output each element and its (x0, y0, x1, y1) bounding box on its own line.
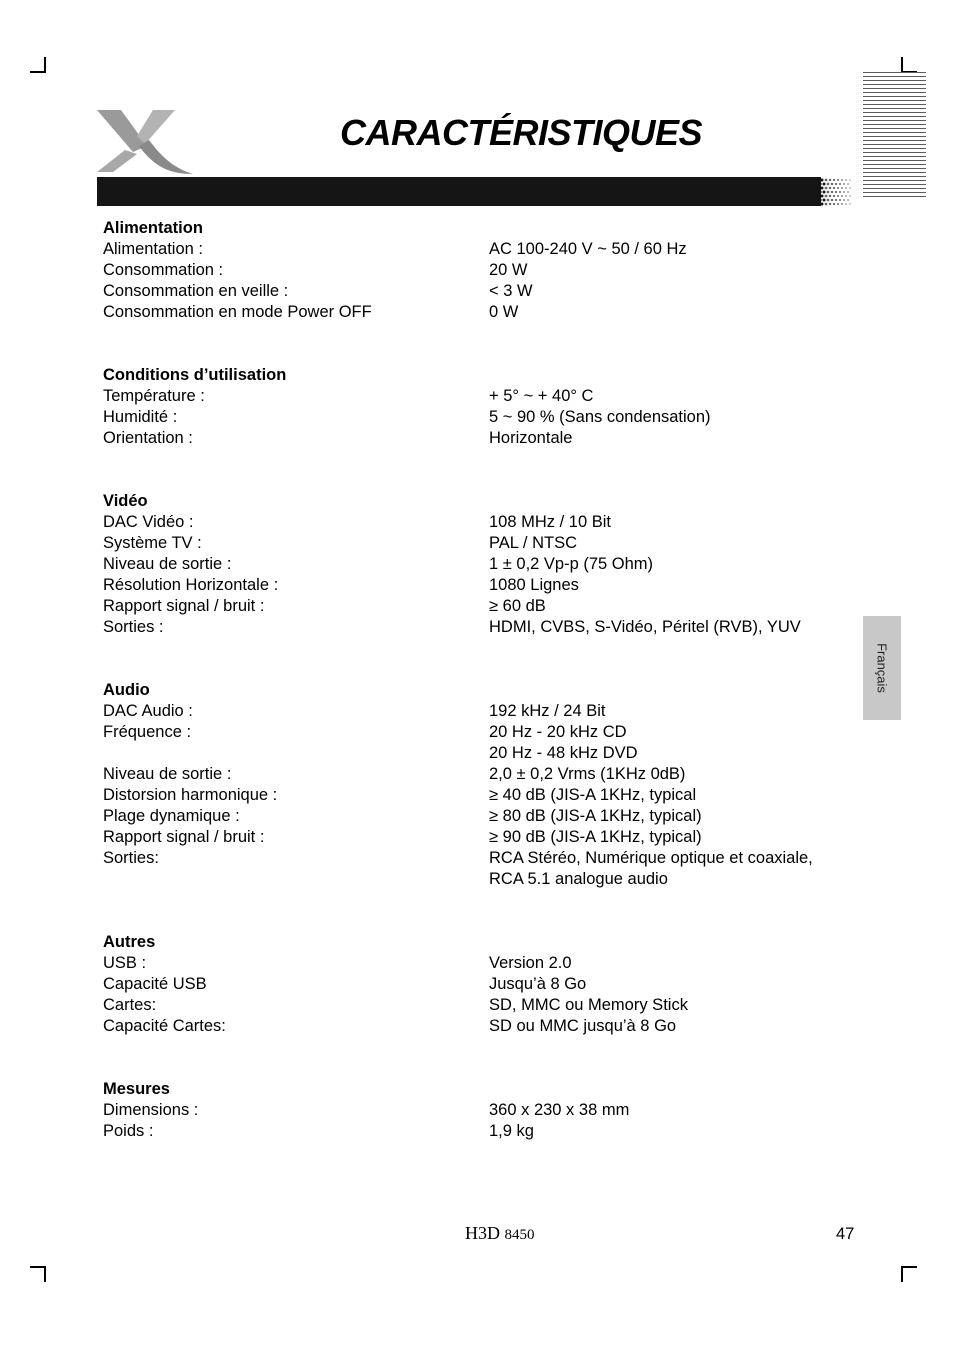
spec-label: Orientation : (103, 429, 193, 447)
spec-value: RCA Stéréo, Numérique optique et coaxiale, (489, 849, 813, 867)
spec-row (103, 407, 863, 428)
spec-value: HDMI, CVBS, S-Vidéo, Péritel (RVB), YUV (489, 618, 801, 636)
spec-label: Niveau de sortie : (103, 555, 232, 573)
spec-label: Résolution Horizontale : (103, 576, 279, 594)
crop-mark-top-left (30, 57, 46, 73)
spec-label: Rapport signal / bruit : (103, 828, 265, 846)
spec-value: < 3 W (489, 282, 533, 300)
spec-row (103, 1016, 863, 1037)
spec-label: Cartes: (103, 996, 157, 1014)
spec-label: Poids : (103, 1122, 154, 1140)
spec-label: Capacité Cartes: (103, 1017, 226, 1035)
spec-label: Dimensions : (103, 1101, 199, 1119)
spec-row (103, 785, 863, 806)
spec-value: 20 W (489, 261, 528, 279)
header-dot-pattern (815, 177, 853, 206)
spec-value: ≥ 40 dB (JIS-A 1KHz, typical (489, 786, 697, 804)
xoro-x-logo (95, 106, 195, 178)
spec-value: 192 kHz / 24 Bit (489, 702, 606, 720)
crop-mark-bottom-left (30, 1266, 46, 1282)
crop-mark-bottom-right (901, 1266, 917, 1282)
spec-section (103, 365, 863, 449)
spec-value: ≥ 80 dB (JIS-A 1KHz, typical) (489, 807, 702, 825)
spec-label: Niveau de sortie : (103, 765, 232, 783)
spec-row (103, 281, 863, 302)
spec-row (103, 764, 863, 785)
spec-label: Consommation : (103, 261, 224, 279)
section-heading: Audio (103, 681, 150, 699)
spec-value: Horizontale (489, 429, 573, 447)
spec-value: + 5° ~ + 40° C (489, 387, 594, 405)
spec-value: 1,9 kg (489, 1122, 534, 1140)
spec-value: 20 Hz - 20 kHz CD (489, 723, 627, 741)
spec-value: 0 W (489, 303, 519, 321)
spec-label: Alimentation : (103, 240, 203, 258)
model-prefix: H3D (465, 1223, 500, 1243)
spec-label: DAC Vidéo : (103, 513, 194, 531)
spec-value: ≥ 90 dB (JIS-A 1KHz, typical) (489, 828, 702, 846)
spec-label: Sorties: (103, 849, 159, 867)
spec-row (103, 722, 863, 743)
spec-value: PAL / NTSC (489, 534, 578, 552)
footer-model (465, 1223, 535, 1244)
spec-label (103, 869, 489, 890)
model-number: 8450 (504, 1227, 535, 1243)
spec-row (103, 554, 863, 575)
spec-label: Consommation en veille : (103, 282, 289, 300)
spec-row (103, 596, 863, 617)
spec-label (103, 743, 489, 764)
spec-label: Plage dynamique : (103, 807, 240, 825)
spec-row (103, 533, 863, 554)
spec-label: Rapport signal / bruit : (103, 597, 265, 615)
spec-section (103, 218, 863, 323)
spec-value: 1 ± 0,2 Vp-p (75 Ohm) (489, 555, 654, 573)
spec-row (103, 953, 863, 974)
spec-section (103, 491, 863, 638)
page-number: 47 (836, 1225, 855, 1243)
section-heading: Vidéo (103, 492, 148, 510)
section-heading: Alimentation (103, 219, 203, 237)
spec-label: Système TV : (103, 534, 202, 552)
header-bar (97, 177, 821, 206)
spec-value: RCA 5.1 analogue audio (489, 870, 668, 888)
spec-value: Version 2.0 (489, 954, 572, 972)
spec-row (103, 260, 863, 281)
spec-label: Sorties : (103, 618, 164, 636)
spec-label: DAC Audio : (103, 702, 193, 720)
spec-label: Distorsion harmonique : (103, 786, 278, 804)
language-tab-label: Français (874, 643, 890, 693)
spec-section (103, 680, 863, 890)
spec-value: ≥ 60 dB (489, 597, 546, 615)
spec-row (103, 239, 863, 260)
spec-label: Humidité : (103, 408, 178, 426)
language-tab (863, 616, 901, 720)
spec-value: SD, MMC ou Memory Stick (489, 996, 688, 1014)
spec-row (103, 974, 863, 995)
section-heading: Conditions d’utilisation (103, 366, 287, 384)
spec-row (103, 701, 863, 722)
spec-row (103, 386, 863, 407)
spec-value: SD ou MMC jusqu’à 8 Go (489, 1017, 677, 1035)
spec-value: 1080 Lignes (489, 576, 579, 594)
spec-value: AC 100-240 V ~ 50 / 60 Hz (489, 240, 687, 258)
crop-mark-top-right (901, 57, 917, 73)
spec-section (103, 1079, 863, 1142)
spec-row (103, 1100, 863, 1121)
spec-label: USB : (103, 954, 147, 972)
spec-value: 20 Hz - 48 kHz DVD (489, 744, 638, 762)
decorative-stripes (863, 72, 926, 200)
spec-row (103, 743, 863, 764)
spec-value: Jusqu’à 8 Go (489, 975, 587, 993)
spec-row (103, 827, 863, 848)
spec-label: Consommation en mode Power OFF (103, 303, 372, 321)
spec-row (103, 428, 863, 449)
section-heading: Mesures (103, 1080, 170, 1098)
spec-section (103, 932, 863, 1037)
spec-row (103, 302, 863, 323)
spec-value: 108 MHz / 10 Bit (489, 513, 611, 531)
spec-label: Capacité USB (103, 975, 207, 993)
spec-row (103, 575, 863, 596)
spec-label: Température : (103, 387, 205, 405)
spec-row (103, 1121, 863, 1142)
spec-row (103, 848, 863, 869)
spec-row (103, 617, 863, 638)
spec-row (103, 806, 863, 827)
section-heading: Autres (103, 933, 156, 951)
spec-value: 360 x 230 x 38 mm (489, 1101, 630, 1119)
spec-row (103, 869, 863, 890)
spec-value: 5 ~ 90 % (Sans condensation) (489, 408, 711, 426)
spec-label: Fréquence : (103, 723, 192, 741)
page-title: CARACTÉRISTIQUES (340, 112, 703, 153)
spec-row (103, 512, 863, 533)
spec-value: 2,0 ± 0,2 Vrms (1KHz 0dB) (489, 765, 686, 783)
spec-row (103, 995, 863, 1016)
specifications (103, 218, 863, 1184)
